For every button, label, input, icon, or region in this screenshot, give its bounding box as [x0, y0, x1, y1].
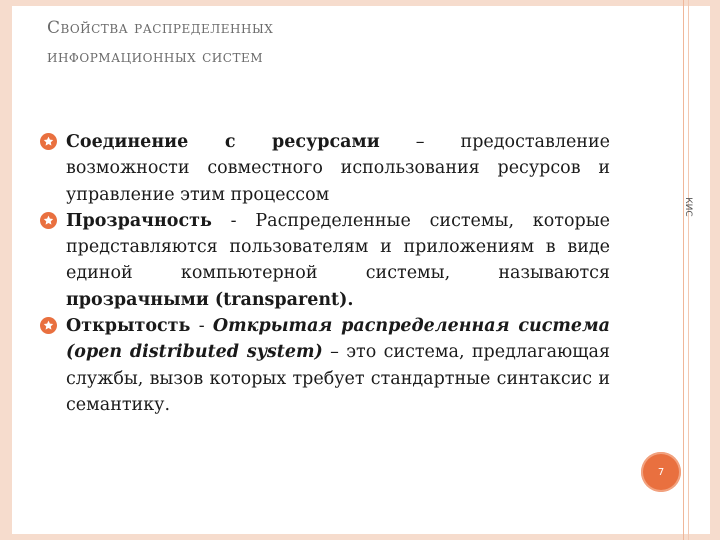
frame-left-border: [0, 0, 12, 540]
item-italic: Открытая распределенная система (open distributed system): [66, 316, 610, 363]
item-dash: –: [379, 132, 461, 152]
item-dash: -: [190, 316, 213, 337]
list-item: [40, 208, 610, 313]
star-icon: [40, 212, 57, 229]
slide-title: [47, 14, 467, 72]
frame-bottom-border: [0, 534, 720, 540]
bullet-list: [40, 129, 610, 418]
frame-top-border: [0, 0, 720, 6]
item-term: Соединение с ресурсами: [66, 132, 380, 152]
list-item: [40, 313, 610, 418]
frame-right-border: [710, 0, 720, 540]
slide-title-line2: информационных систем: [47, 47, 264, 67]
item-term: Прозрачность: [66, 210, 212, 231]
item-term: Открытость: [66, 316, 191, 337]
item-text: – это система, предлагающая службы, вызов которых требует стандартные синтаксис и семантику.: [66, 342, 610, 415]
item-text: Распределенные системы, которые представляются пользователям и приложениям в виде единой компьютерной системы, называются: [66, 210, 610, 284]
side-label: КИС: [683, 197, 693, 217]
item-text: предоставление возможности совместного использования ресурсов и управление этим процессом: [66, 132, 610, 205]
list-item: [40, 129, 610, 208]
star-icon: [40, 317, 57, 334]
item-dash: -: [211, 210, 256, 231]
item-emphasis: прозрачными (transparent).: [66, 289, 354, 310]
page-number-badge: 7: [641, 452, 681, 492]
star-icon: [40, 133, 57, 150]
divider-line: [683, 0, 684, 540]
slide-title-line1: Свойства распределенных: [47, 18, 274, 38]
divider-line-secondary: [688, 0, 689, 540]
